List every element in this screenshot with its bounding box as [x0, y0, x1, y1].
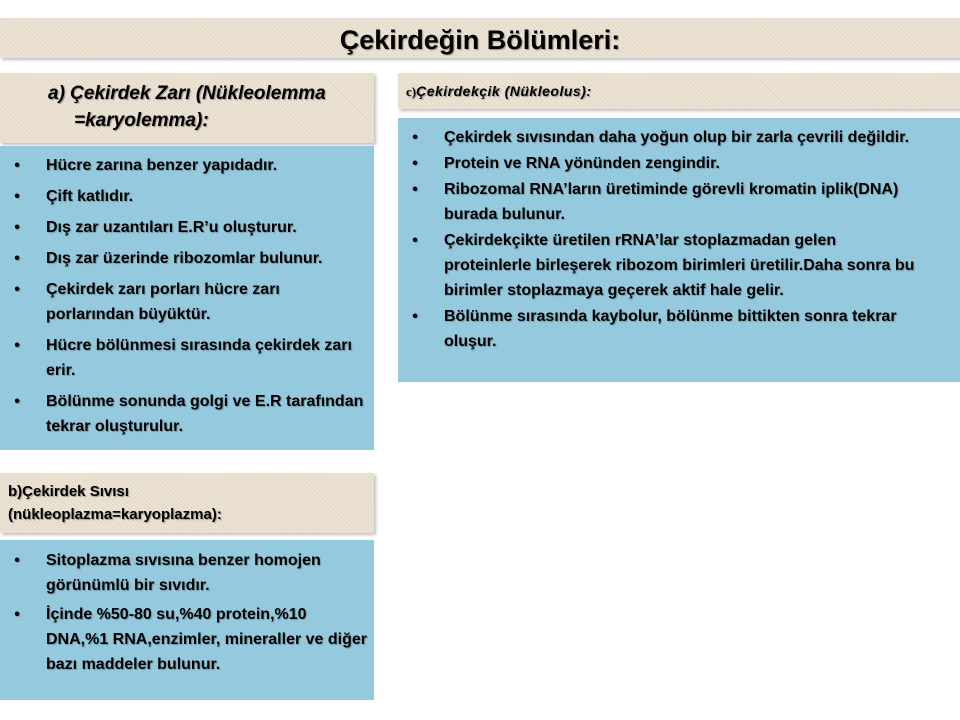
list-item: • Dış zar uzantıları E.R’u oluşturur. [0, 215, 370, 240]
list-item: • İçinde %50-80 su,%40 protein,%10 DNA,%1 RNA,enzimler, mineraller ve diğer bazı maddeler bulunur. [0, 602, 370, 677]
bullet-icon: • [412, 129, 418, 146]
section-a-list [0, 153, 370, 445]
section-c-heading-main: Çekirdekçik (Nükleolus): [416, 83, 592, 99]
list-item: • Ribozomal RNA’ların üretiminde görevli kromatin iplik(DNA) burada bulunur. [398, 177, 918, 227]
page-title: Çekirdeğin Bölümleri: [339, 25, 621, 55]
list-item: • Çekirdekçikte üretilen rRNA’lar stoplazmadan gelen proteinlerle birleşerek ribozom birimleri üretilir.Daha sonra bu birimler stoplazmaya geçerek aktif hale gelir. [398, 228, 918, 303]
bullet-icon: • [14, 552, 20, 569]
section-a-heading-line2: =karyolemma): [74, 110, 209, 131]
section-a-heading [48, 80, 368, 134]
section-c-list [398, 125, 918, 355]
bullet-icon: • [14, 337, 20, 354]
list-item: • Hücre bölünmesi sırasında çekirdek zarı erir. [0, 333, 370, 383]
bullet-icon: • [14, 157, 20, 174]
bullet-icon: • [412, 155, 418, 172]
bullet-icon: • [14, 281, 20, 298]
section-b-heading-line1: b)Çekirdek Sıvısı [8, 483, 129, 500]
list-item: • Hücre zarına benzer yapıdadır. [0, 153, 370, 178]
list-item: • Çekirdek sıvısından daha yoğun olup bir zarla çevrili değildir. [398, 125, 918, 150]
bullet-icon: • [412, 181, 418, 198]
section-c-heading-prefix: c) [406, 84, 417, 99]
list-item: • Bölünme sırasında kaybolur, bölünme bittikten sonra tekrar oluşur. [398, 304, 918, 354]
list-item: • Protein ve RNA yönünden zengindir. [398, 151, 918, 176]
section-c-heading [406, 80, 946, 103]
bullet-icon: • [14, 188, 20, 205]
bullet-icon: • [14, 393, 20, 410]
list-item: • Dış zar üzerinde ribozomlar bulunur. [0, 246, 370, 271]
bullet-icon: • [412, 308, 418, 325]
section-b-list [0, 548, 370, 678]
bullet-icon: • [14, 250, 20, 267]
bullet-icon: • [14, 219, 20, 236]
bullet-icon: • [412, 232, 418, 249]
section-a-heading-line1: a) Çekirdek Zarı (Nükleolemma [48, 83, 326, 104]
section-b-heading [8, 480, 368, 526]
list-item: • Bölünme sonunda golgi ve E.R tarafından tekrar oluşturulur. [0, 389, 370, 439]
section-b-heading-line2: (nükleoplazma=karyoplazma): [8, 506, 222, 523]
list-item: • Çekirdek zarı porları hücre zarı porlarından büyüktür. [0, 277, 370, 327]
list-item: • Çift katlıdır. [0, 184, 370, 209]
bullet-icon: • [14, 606, 20, 623]
list-item: • Sitoplazma sıvısına benzer homojen görünümlü bir sıvıdır. [0, 548, 370, 598]
